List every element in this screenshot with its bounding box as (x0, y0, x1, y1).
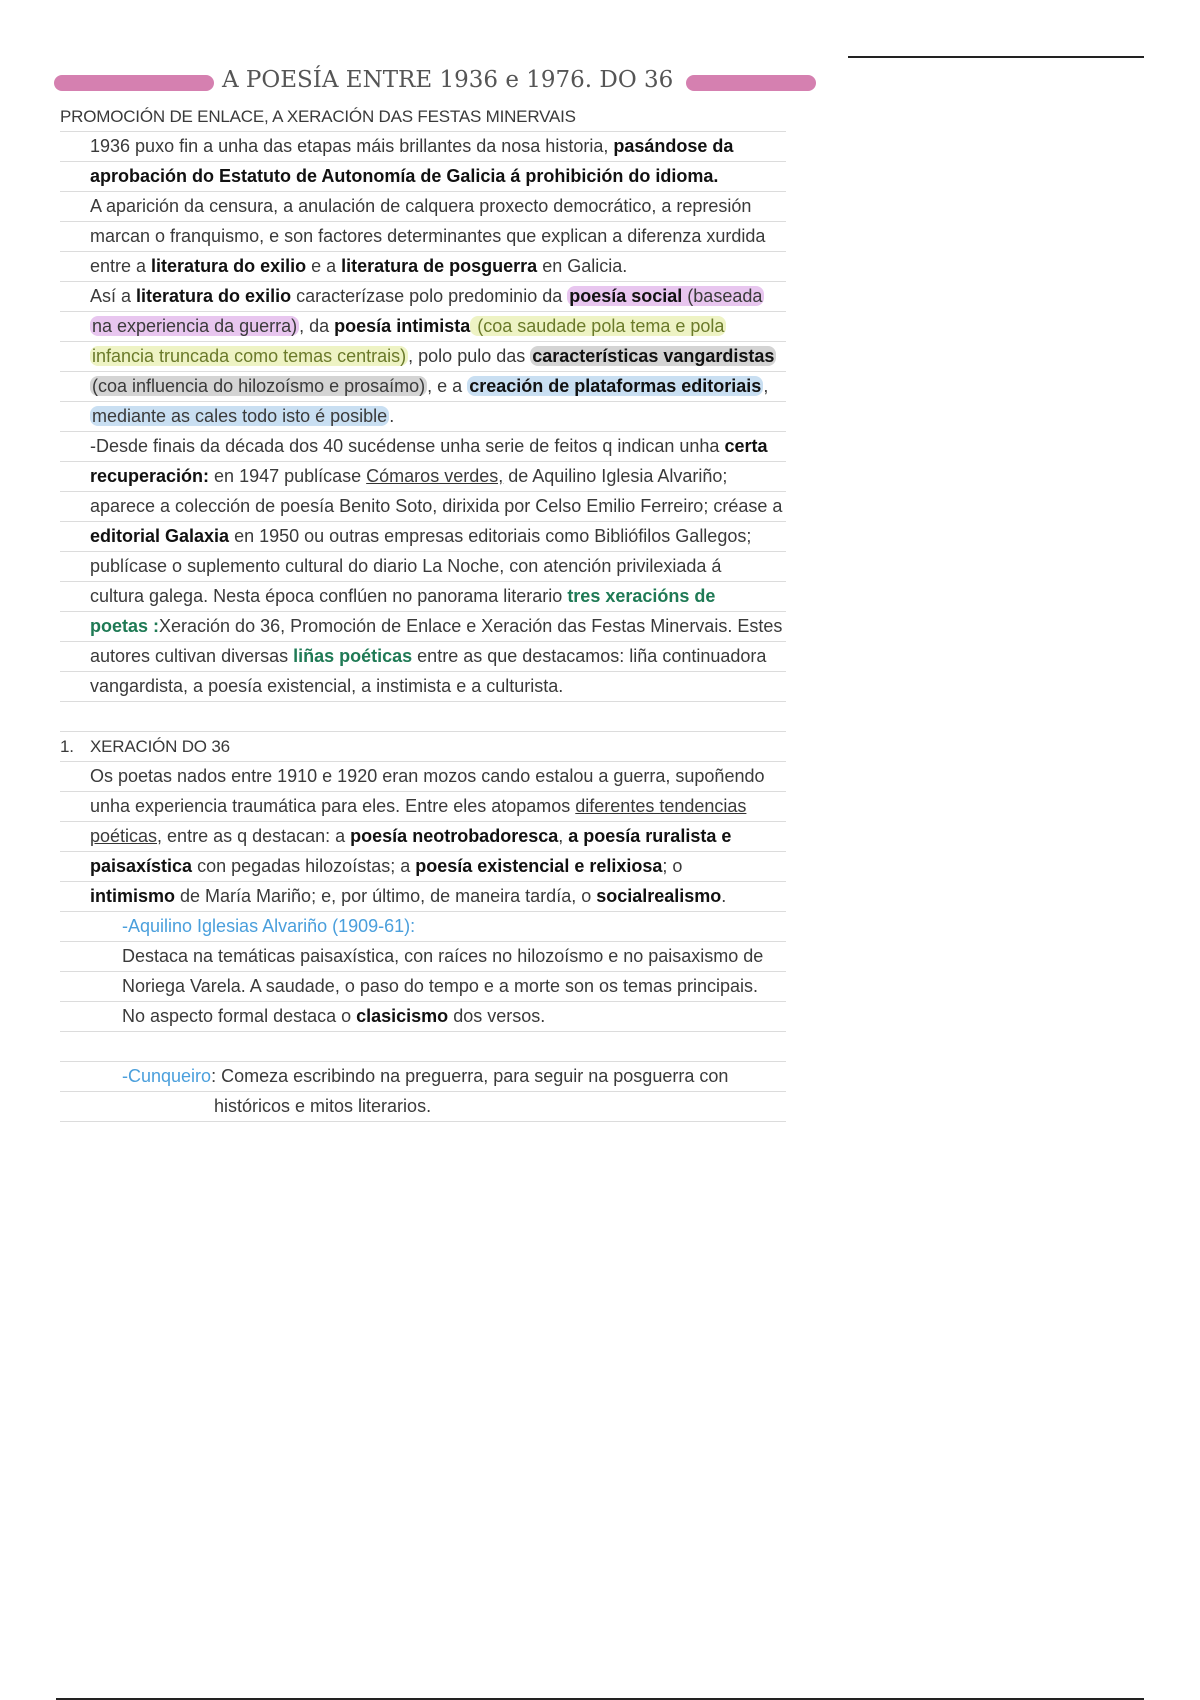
bold-text: literatura de posguerra (341, 256, 538, 276)
green-bold-text: liñas poéticas (293, 646, 413, 666)
author-name: -Cunqueiro (122, 1066, 212, 1086)
bold-text: paisaxística (90, 856, 193, 876)
blank-line (60, 1032, 786, 1062)
bold-text: aprobación do Estatuto de Autonomía de Galicia á prohibición do idioma. (90, 166, 719, 186)
section-title: XERACIÓN DO 36 (90, 737, 230, 756)
bold-text: características vangardistas (532, 346, 775, 366)
intro-line-5 (60, 252, 786, 282)
text-span: Así a (90, 286, 137, 306)
notes-body (60, 102, 786, 1122)
text-span: , e a (427, 376, 468, 396)
intro-line-9 (60, 372, 786, 402)
blank-line (60, 702, 786, 732)
intro-line-8 (60, 342, 786, 372)
s1-line-2 (60, 792, 786, 822)
recovery-line-6 (60, 582, 786, 612)
highlight-purple (567, 286, 764, 306)
author-aquilino-heading (60, 912, 786, 942)
text-span: . (721, 886, 727, 906)
bold-text: editorial Galaxia (90, 526, 230, 546)
bold-text: pasándose da (613, 136, 734, 156)
recovery-line-2 (60, 462, 786, 492)
highlight-yellow: (coa saudade pola tema e pola (472, 316, 725, 336)
text-span: (baseada (682, 286, 763, 306)
text-span: No aspecto formal destaca o (122, 1006, 357, 1026)
recovery-line-7 (60, 612, 786, 642)
text-span: Xeración do 36, Promoción de Enlace e Xeración das Festas Minervais. Estes (159, 616, 783, 636)
green-bold-text: tres xeracións de (567, 586, 716, 606)
intro-line-1 (60, 132, 786, 162)
highlight-gray (530, 346, 776, 366)
a1-line-2: Noriega Varela. A saudade, o paso do tempo e a morte son os temas principais. (60, 972, 786, 1002)
intro-line-4: marcan o franquismo, e son factores determinantes que explican a diferenza xurdida (60, 222, 786, 252)
text-span: cultura galega. Nesta época conflúen no panorama literario (90, 586, 568, 606)
header-rule (848, 56, 1144, 58)
recovery-line-9: vangardista, a poesía existencial, a instimista e a culturista. (60, 672, 786, 702)
s1-line-5 (60, 882, 786, 912)
underlined-text: diferentes tendencias (575, 796, 747, 816)
title-banner (54, 65, 816, 95)
text-span: ; o (662, 856, 683, 876)
text-span: , polo pulo das (408, 346, 531, 366)
text-span: de María Mariño; e, por último, de maneira tardía, o (175, 886, 597, 906)
a1-line-1: Destaca na temáticas paisaxística, con raíces no hilozoísmo e no paisaxismo de (60, 942, 786, 972)
author-cunqueiro-line (60, 1062, 786, 1092)
bold-text: literatura do exilio (136, 286, 292, 306)
bold-text: socialrealismo (596, 886, 722, 906)
a2-line-2: históricos e mitos literarios. (60, 1092, 786, 1122)
intro-line-3: A aparición da censura, a anulación de calquera proxecto democrático, a represión (60, 192, 786, 222)
bold-text: poesía intimista (334, 316, 471, 336)
text-span: . (389, 406, 395, 426)
bold-text: recuperación: (90, 466, 210, 486)
bold-text: clasicismo (356, 1006, 449, 1026)
green-bold-text: poetas : (90, 616, 160, 636)
recovery-line-3: aparece a colección de poesía Benito Soto, dirixida por Celso Emilio Ferreiro; créase a (60, 492, 786, 522)
bold-text: creación de plataformas editoriais (469, 376, 762, 396)
bold-text: certa (724, 436, 768, 456)
title-pill-right (686, 75, 816, 91)
intro-line-6 (60, 282, 786, 312)
text-span: autores cultivan diversas (90, 646, 294, 666)
text-span: en Galicia. (537, 256, 628, 276)
text-span: de Aquilino Iglesia Alvariño; (503, 466, 728, 486)
bold-text: intimismo (90, 886, 176, 906)
text-span: unha experiencia traumática para eles. Entre eles atopamos (90, 796, 576, 816)
bold-text: poesía neotrobadoresca (350, 826, 559, 846)
highlight-purple: na experiencia da guerra) (92, 316, 298, 336)
a1-line-3 (60, 1002, 786, 1032)
bold-text: poesía existencial e relixiosa (415, 856, 663, 876)
author-name: -Aquilino Iglesias Alvariño (1909-61): (122, 916, 416, 936)
recovery-line-8 (60, 642, 786, 672)
text-span: , (558, 826, 569, 846)
intro-line-2 (60, 162, 786, 192)
text-span: entre as que destacamos: liña continuadora (412, 646, 767, 666)
text-span: , (763, 376, 769, 396)
underlined-text: poéticas, (90, 826, 163, 846)
text-span: e a (306, 256, 342, 276)
s1-line-4 (60, 852, 786, 882)
page-title: A POESÍA ENTRE 1936 e 1976. DO 36 (222, 67, 674, 93)
text-span: con pegadas hilozoístas; a (192, 856, 416, 876)
underlined-title: Cómaros verdes, (366, 466, 504, 486)
s1-line-3 (60, 822, 786, 852)
bold-text: poesía social (569, 286, 683, 306)
text-span: entre as q destacan: a (162, 826, 351, 846)
highlight-gray: (coa influencia do hilozoísmo e prosaímo) (92, 376, 426, 396)
text-span: en 1950 ou outras empresas editoriais como Bibliófilos Gallegos; (229, 526, 752, 546)
recovery-line-5: publícase o suplemento cultural do diario La Noche, con atención privilexiada á (60, 552, 786, 582)
bold-text: a poesía ruralista e (568, 826, 732, 846)
text-span: -Desde finais da década dos 40 sucédense unha serie de feitos q indican unha (90, 436, 725, 456)
section-number: 1. (60, 737, 74, 756)
text-span: entre a (90, 256, 152, 276)
intro-line-7 (60, 312, 786, 342)
text-span: : Comeza escribindo na preguerra, para seguir na posguerra con (211, 1066, 729, 1086)
text-span: caracterízase polo predominio da (291, 286, 568, 306)
text-span: en 1947 publícase (209, 466, 367, 486)
section-heading: PROMOCIÓN DE ENLACE, A XERACIÓN DAS FESTAS MINERVAIS (60, 102, 786, 132)
intro-line-10 (60, 402, 786, 432)
highlight-yellow: infancia truncada como temas centrais) (92, 346, 407, 366)
bold-text: literatura do exilio (151, 256, 307, 276)
recovery-line-1 (60, 432, 786, 462)
text-span: 1936 puxo fin a unha das etapas máis brillantes da nosa historia, (90, 136, 614, 156)
text-span: , da (299, 316, 335, 336)
text-span: dos versos. (448, 1006, 546, 1026)
highlight-blue: mediante as cales todo isto é posible (92, 406, 388, 426)
title-pill-left (54, 75, 214, 91)
s1-line-1: Os poetas nados entre 1910 e 1920 eran mozos cando estalou a guerra, supoñendo (60, 762, 786, 792)
section-1-heading (60, 732, 786, 762)
recovery-line-4 (60, 522, 786, 552)
highlight-blue (467, 376, 763, 396)
